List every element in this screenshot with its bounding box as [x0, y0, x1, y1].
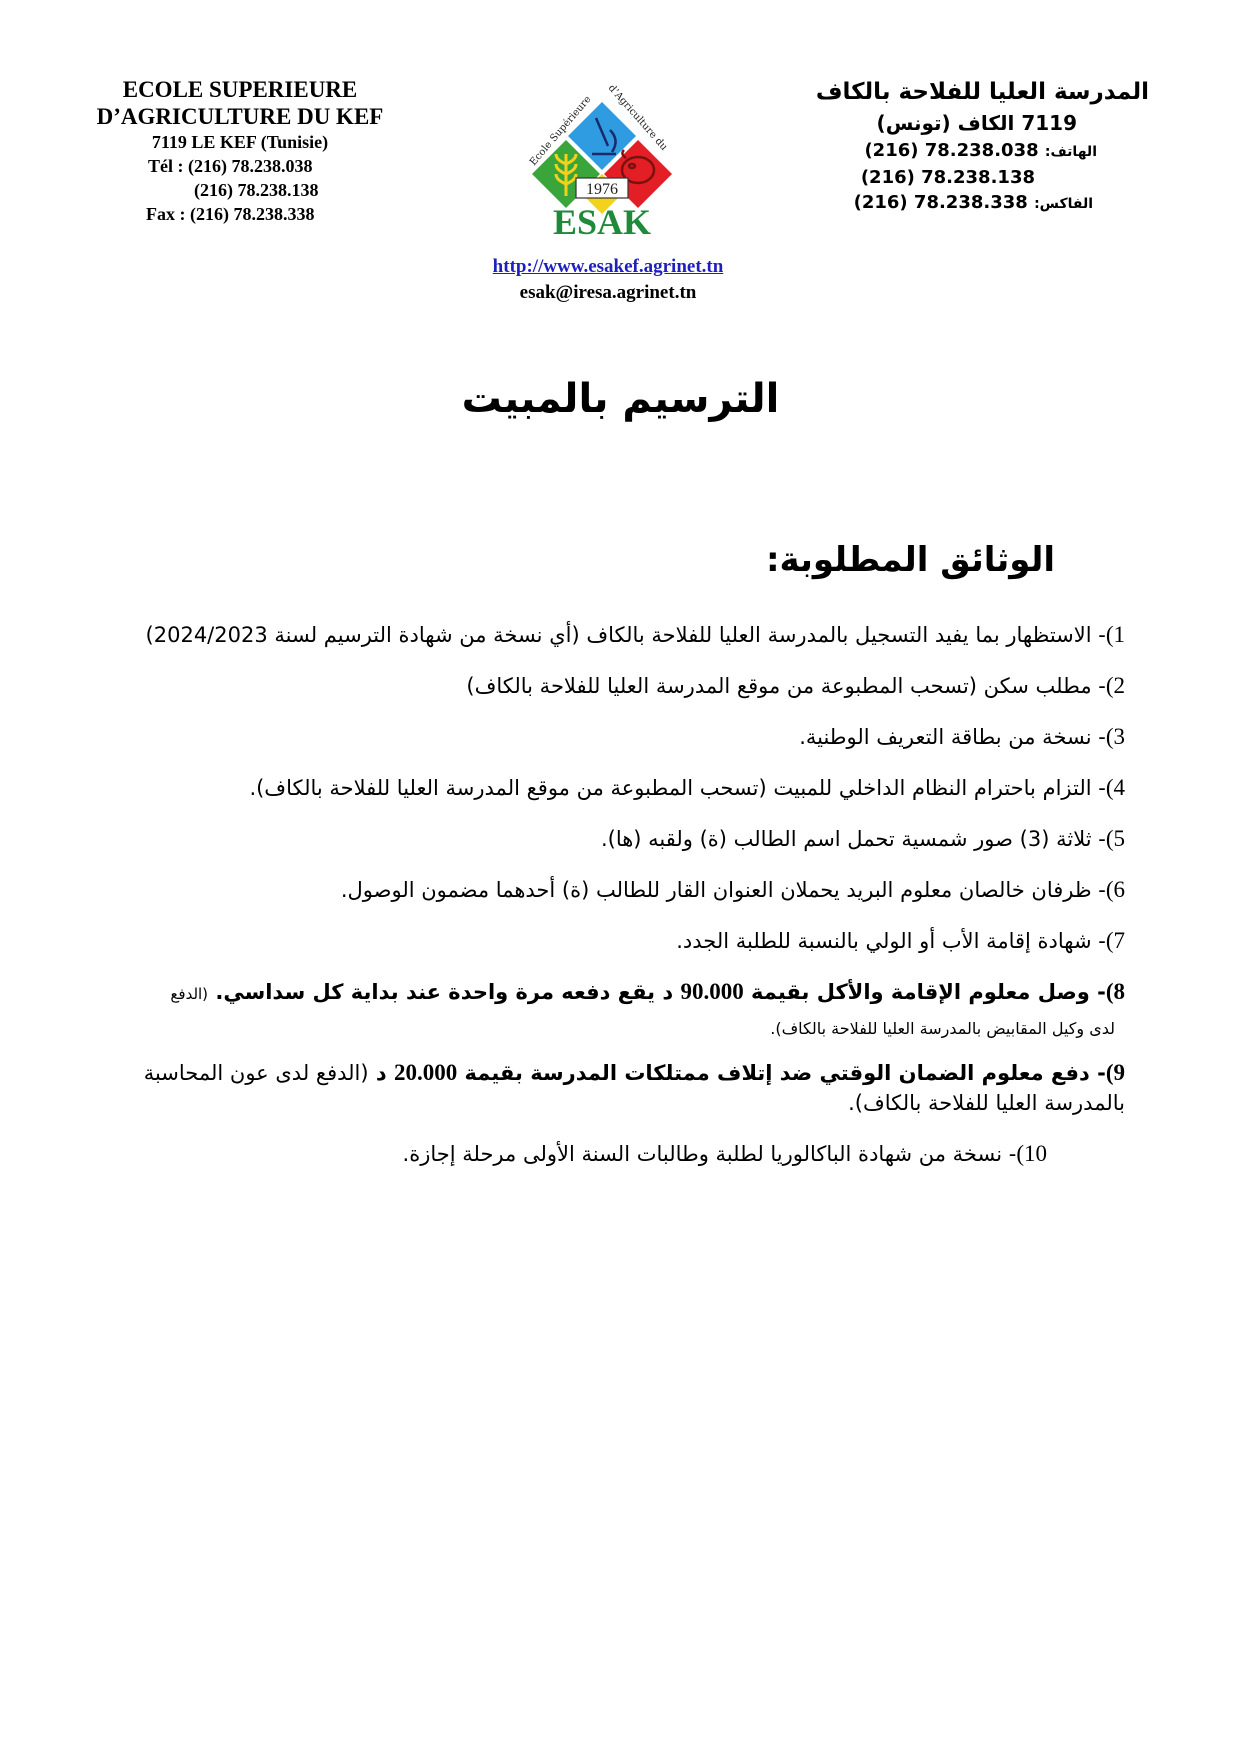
phone2-ar: (216) 78.238.138	[860, 167, 1035, 188]
item-amount: 90.000	[680, 979, 744, 1004]
item-text-after: (الدفع لدى عون المحاسبة بالمدرسة العليا للفلاحة بالكاف).	[143, 1061, 1125, 1115]
list-item	[92, 722, 1125, 752]
list-item	[92, 875, 1125, 905]
website-link[interactable]: http://www.esakef.agrinet.tn	[492, 256, 724, 277]
item-text: - نسخة من شهادة الباكالوريا لطلبة وطالبات السنة الأولى مرحلة إجازة.	[402, 1142, 1017, 1166]
logo-year: 1976	[586, 181, 618, 198]
item-text: - وصل معلوم الإقامة والأكل بقيمة	[751, 980, 1106, 1004]
item-number: 6)	[1105, 877, 1125, 902]
item-text: - مطلب سكن (تسحب المطبوعة من موقع المدرسة العليا للفلاحة بالكاف)	[466, 674, 1106, 698]
logo-acronym: ESAK	[552, 202, 652, 242]
fax-number-ar: (216) 78.238.338	[853, 192, 1028, 213]
item-number: 4)	[1105, 775, 1125, 800]
contact-block	[448, 254, 768, 306]
item-number: 9)	[1105, 1060, 1125, 1085]
list-item	[92, 1058, 1125, 1118]
item-number: 3)	[1105, 724, 1125, 749]
item-number: 7)	[1105, 928, 1125, 953]
phone2-fr: (216) 78.238.138	[194, 180, 319, 200]
fax-label-ar: الفاكس:	[1034, 196, 1093, 212]
required-documents-heading: الوثائق المطلوبة:	[765, 540, 1055, 580]
phone2-ar-row	[769, 165, 1149, 190]
item-text-after: د يقع دفعه مرة واحدة عند بداية كل سداسي.	[215, 980, 674, 1004]
list-item	[92, 1139, 1125, 1169]
phone-fr: Tél : (216) 78.238.038	[148, 156, 313, 176]
documents-list	[92, 620, 1125, 1190]
fax-ar	[769, 190, 1149, 217]
list-item	[92, 926, 1125, 956]
fax-fr: Fax : (216) 78.238.338	[146, 204, 315, 224]
address-fr: 7119 LE KEF (Tunisie)	[151, 132, 329, 152]
address-ar: 7119 الكاف (تونس)	[876, 111, 1077, 135]
school-logo	[516, 74, 692, 246]
item-text: - نسخة من بطاقة التعريف الوطنية.	[799, 725, 1106, 749]
list-item	[92, 620, 1125, 650]
item-note-start: (الدفع	[170, 985, 209, 1003]
logo-ring-text-right: d’Agriculture du	[605, 82, 670, 153]
header-french	[70, 76, 410, 226]
item-number: 8)	[1105, 979, 1125, 1004]
phone-label-ar: الهاتف:	[1044, 144, 1097, 160]
email-address: esak@iresa.agrinet.tn	[519, 282, 697, 303]
list-item-continuation: لدى وكيل المقابيض بالمدرسة العليا للفلاحة بالكاف).	[770, 1019, 1115, 1038]
school-name-ar: المدرسة العليا للفلاحة بالكاف	[815, 79, 1149, 105]
list-item	[92, 824, 1125, 854]
phone-ar	[769, 138, 1149, 165]
list-item	[92, 773, 1125, 803]
list-item	[92, 671, 1125, 701]
phone1-ar: (216) 78.238.038	[864, 140, 1039, 161]
item-text: - دفع معلوم الضمان الوقتي ضد إتلاف ممتلكات المدرسة بقيمة	[464, 1061, 1106, 1085]
item-number: 1)	[1105, 622, 1125, 647]
header-arabic	[769, 76, 1149, 217]
item-number: 2)	[1105, 673, 1125, 698]
page-title: الترسيم بالمبيت	[461, 376, 780, 422]
logo-graphic	[516, 74, 692, 246]
item-unit: د	[375, 1061, 387, 1085]
item-number: 10)	[1016, 1141, 1047, 1166]
logo-ring-text-left: Ecole Supérieure	[527, 94, 594, 168]
item-text: - الاستظهار بما يفيد التسجيل بالمدرسة العليا للفلاحة بالكاف (أي نسخة من شهادة الترسيم لسنة 2024/2023)	[145, 623, 1106, 647]
school-name-fr-line1: ECOLE SUPERIEURE	[122, 77, 358, 102]
list-item	[92, 977, 1125, 1009]
item-text: - التزام باحترام النظام الداخلي للمبيت (تسحب المطبوعة من موقع المدرسة العليا للفلاحة بالكاف).	[249, 776, 1106, 800]
item-amount: 20.000	[393, 1060, 458, 1085]
school-name-fr-line2: D’AGRICULTURE DU KEF	[96, 104, 384, 129]
item-number: 5)	[1105, 826, 1125, 851]
item-text: - ثلاثة (3) صور شمسية تحمل اسم الطالب (ة) ولقبه (ها).	[600, 827, 1106, 851]
item-text: - شهادة إقامة الأب أو الولي بالنسبة للطلبة الجدد.	[676, 929, 1106, 953]
item-text: - ظرفان خالصان معلوم البريد يحملان العنوان القار للطالب (ة) أحدهما مضمون الوصول.	[340, 878, 1106, 902]
